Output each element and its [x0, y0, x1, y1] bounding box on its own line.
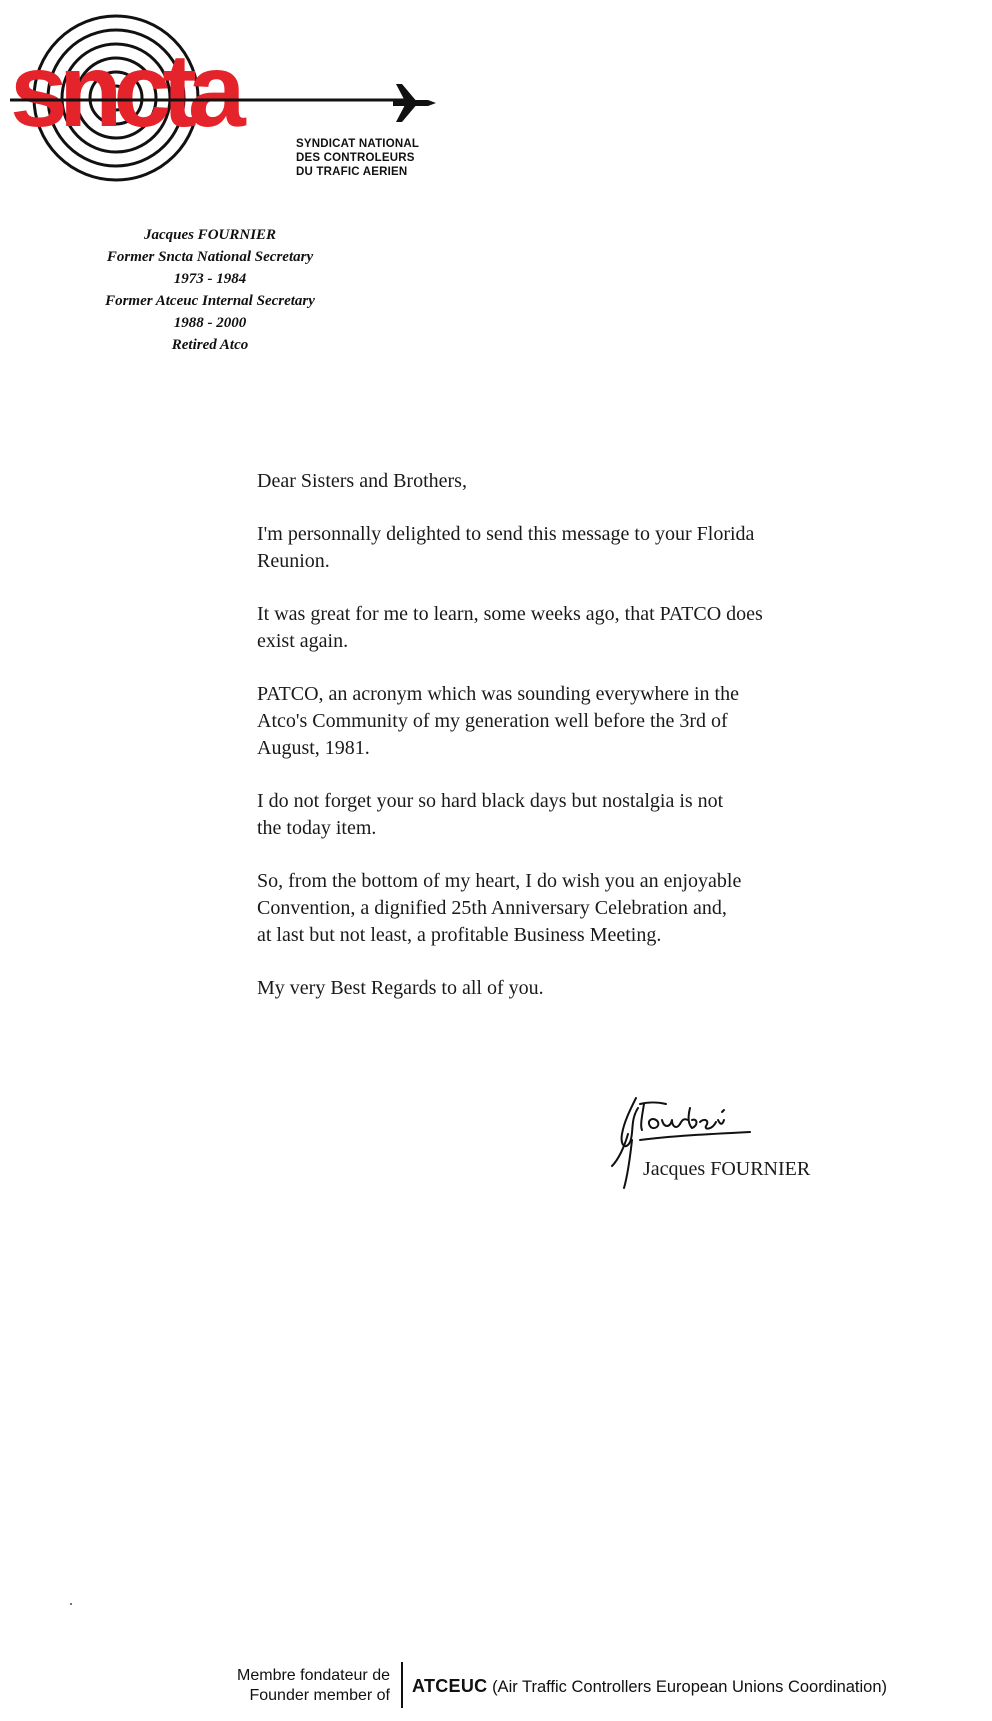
footer-line-en: Founder member of [249, 1687, 390, 1704]
letter-paragraph [257, 868, 917, 949]
logo-subtitle [296, 137, 419, 179]
signer-name: Jacques FOURNIER [643, 1158, 811, 1180]
org-acronym: ATCEUC [412, 1676, 488, 1696]
letter-paragraph [257, 521, 917, 575]
sender-status: Retired Atco [171, 337, 249, 353]
airplane-icon [393, 84, 436, 122]
footer-line-fr: Membre fondateur de [237, 1667, 390, 1684]
sender-name: Jacques FOURNIER [143, 227, 277, 243]
paragraph-line: August, 1981. [257, 737, 370, 759]
paragraph-line: I do not forget your so hard black days but nostalgia is not [257, 790, 724, 812]
sender-years: 1973 - 1984 [173, 271, 247, 287]
subtitle-line: DES CONTROLEURS [296, 152, 415, 164]
letter-body [257, 468, 917, 1028]
paragraph-line: Atco's Community of my generation well before the 3rd of [257, 710, 728, 732]
paragraph-line: It was great for me to learn, some weeks ago, that PATCO does [257, 603, 763, 625]
footer-organization [412, 1676, 887, 1697]
letter-paragraph [257, 788, 917, 842]
paragraph-line: at last but not least, a profitable Business Meeting. [257, 924, 662, 946]
paragraph-line: My very Best Regards to all of you. [257, 977, 544, 999]
scan-speck [70, 1603, 72, 1605]
paragraph-line: exist again. [257, 630, 349, 652]
letter-paragraph [257, 975, 917, 1002]
paragraph-line: Reunion. [257, 550, 330, 572]
sender-years: 1988 - 2000 [173, 315, 247, 331]
logo-wordmark: sncta [10, 33, 237, 149]
subtitle-line: DU TRAFIC AERIEN [296, 166, 408, 178]
salutation: Dear Sisters and Brothers, [257, 470, 467, 492]
org-full-name: (Air Traffic Controllers European Unions Coordination) [492, 1678, 888, 1696]
paragraph-line: So, from the bottom of my heart, I do wish you an enjoyable [257, 870, 742, 892]
sender-title: Former Atceuc Internal Secretary [105, 293, 315, 309]
letter-paragraph [257, 601, 917, 655]
subtitle-line: SYNDICAT NATIONAL [296, 138, 420, 150]
paragraph-line: I'm personnally delighted to send this message to your Florida [257, 523, 755, 545]
sender-block [60, 224, 360, 356]
paragraph-line: PATCO, an acronym which was sounding everywhere in the [257, 683, 739, 705]
footer-divider [401, 1662, 403, 1708]
footer [190, 1660, 980, 1710]
letter-paragraph [257, 681, 917, 762]
paragraph-line: Convention, a dignified 25th Anniversary Celebration and, [257, 897, 727, 919]
sender-title: Former Sncta National Secretary [106, 249, 314, 265]
paragraph-line: the today item. [257, 817, 377, 839]
footer-membership [190, 1666, 390, 1706]
